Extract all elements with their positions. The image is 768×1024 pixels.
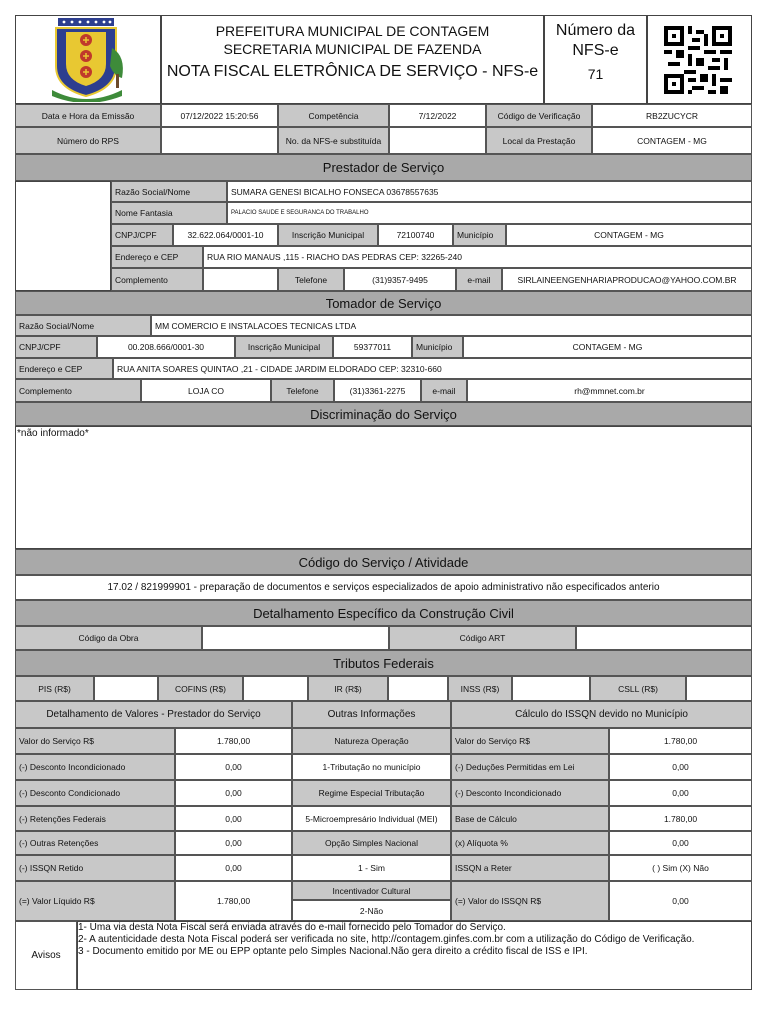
nfse-number-label-2: NFS-e [572, 42, 619, 59]
right-row-5-value: ( ) Sim (X) Não [609, 855, 752, 881]
right-row-4-label: (x) Alíquota % [451, 831, 609, 855]
middle-row-2: Regime Especial Tributação [292, 780, 451, 806]
right-row-6-value: 0,00 [609, 881, 752, 921]
prestador-im-value: 72100740 [378, 224, 453, 246]
header-line-2: SECRETARIA MUNICIPAL DE FAZENDA [223, 41, 482, 57]
tomador-section-title: Tomador de Serviço [15, 291, 752, 315]
right-row-1-label: (-) Deduções Permitidas em Lei [451, 754, 609, 780]
left-row-5-label: (-) ISSQN Retido [15, 855, 175, 881]
left-row-0-value: 1.780,00 [175, 728, 292, 754]
left-row-3-label: (-) Retenções Federais [15, 806, 175, 831]
header-line-1: PREFEITURA MUNICIPAL DE CONTAGEM [215, 23, 490, 39]
tomador-email-label: e-mail [421, 379, 467, 402]
inss-label: INSS (R$) [448, 676, 512, 701]
tomador-cnpj-label: CNPJ/CPF [15, 336, 97, 358]
emissao-label: Data e Hora da Emissão [15, 104, 161, 127]
prestador-email-label: e-mail [456, 268, 502, 291]
tomador-im-label: Inscrição Municipal [235, 336, 333, 358]
substituida-label: No. da NFS-e substituída [278, 127, 389, 154]
prestador-fantasia-label: Nome Fantasia [111, 202, 227, 224]
right-row-5-label: ISSQN a Reter [451, 855, 609, 881]
prestador-razao-value: SUMARA GENESI BICALHO FONSECA 03678557635 [227, 181, 752, 202]
prestador-razao-label: Razão Social/Nome [111, 181, 227, 202]
right-row-2-value: 0,00 [609, 780, 752, 806]
pis-label: PIS (R$) [15, 676, 94, 701]
tomador-municipio-value: CONTAGEM - MG [463, 336, 752, 358]
tomador-complemento-label: Complemento [15, 379, 141, 402]
prestador-section-title: Prestador de Serviço [15, 154, 752, 181]
competencia-label: Competência [278, 104, 389, 127]
rps-label: Número do RPS [15, 127, 161, 154]
discriminacao-box [15, 426, 752, 549]
left-row-1-value: 0,00 [175, 754, 292, 780]
obra-label: Código da Obra [15, 626, 202, 650]
prestador-complemento-label: Complemento [111, 268, 203, 291]
left-row-4-label: (-) Outras Retenções [15, 831, 175, 855]
middle-row-0: Natureza Operação [292, 728, 451, 754]
tomador-municipio-label: Município [412, 336, 463, 358]
left-row-2-label: (-) Desconto Condicionado [15, 780, 175, 806]
cofins-label: COFINS (R$) [158, 676, 243, 701]
verificacao-label: Código de Verificação [486, 104, 592, 127]
left-row-5-value: 0,00 [175, 855, 292, 881]
local-label: Local da Prestação [486, 127, 592, 154]
obra-value [202, 626, 389, 650]
tomador-complemento-value: LOJA CO [141, 379, 271, 402]
middle-row-5: 1 - Sim [292, 855, 451, 881]
tomador-razao-value: MM COMERCIO E INSTALACOES TECNICAS LTDA [151, 315, 752, 336]
right-row-3-value: 1.780,00 [609, 806, 752, 831]
prestador-cnpj-value: 32.622.064/0001-10 [173, 224, 278, 246]
left-row-0-label: Valor do Serviço R$ [15, 728, 175, 754]
prestador-im-label: Inscrição Municipal [278, 224, 378, 246]
tomador-razao-label: Razão Social/Nome [15, 315, 151, 336]
right-row-2-label: (-) Desconto Incondicionado [451, 780, 609, 806]
prestador-cnpj-label: CNPJ/CPF [111, 224, 173, 246]
ir-label: IR (R$) [308, 676, 388, 701]
tributos-section-title: Tributos Federais [15, 650, 752, 676]
header-line-3: NOTA FISCAL ELETRÔNICA DE SERVIÇO - NFS-e [166, 63, 539, 80]
qr-code-icon [664, 26, 732, 94]
prestador-logo-area [15, 181, 111, 291]
left-row-1-label: (-) Desconto Incondicionado [15, 754, 175, 780]
left-row-2-value: 0,00 [175, 780, 292, 806]
middle-row-3: 5-Microempresário Individual (MEI) [292, 806, 451, 831]
prestador-fantasia-value: PALACIO SAUDE E SEGURANCA DO TRABALHO [227, 202, 752, 224]
substituida-value [389, 127, 486, 154]
pis-value [94, 676, 158, 701]
prestador-telefone-label: Telefone [278, 268, 344, 291]
prestador-municipio-label: Município [453, 224, 506, 246]
left-row-4-value: 0,00 [175, 831, 292, 855]
left-row-6-label: (=) Valor Líquido R$ [15, 881, 175, 921]
middle-row-1: 1-Tributação no município [292, 754, 451, 780]
right-row-0-value: 1.780,00 [609, 728, 752, 754]
left-row-3-value: 0,00 [175, 806, 292, 831]
prestador-endereco-value: RUA RIO MANAUS ,115 - RIACHO DAS PEDRAS CEP: 32265-240 [203, 246, 752, 268]
prestador-complemento-value [203, 268, 278, 291]
prestador-email-value: SIRLAINEENGENHARIAPRODUCAO@YAHOO.COM.BR [502, 268, 752, 291]
nfse-number-value: 71 [587, 66, 604, 82]
coat-of-arms-icon [52, 18, 128, 102]
construcao-section-title: Detalhamento Específico da Construção Civil [15, 600, 752, 626]
valores-col3-title: Cálculo do ISSQN devido no Município [451, 701, 752, 728]
rps-value [161, 127, 278, 154]
aviso-line-3: 3 - Documento emitido por ME ou EPP optante pelo Simples Nacional.Não gera direito a crédito fiscal de ISS e IPI. [78, 946, 588, 957]
tomador-endereco-value: RUA ANITA SOARES QUINTAO ,21 - CIDADE JARDIM ELDORADO CEP: 32310-660 [113, 358, 752, 379]
codigo-servico-text: 17.02 / 821999901 - preparação de documentos e serviços especializados de apoio administrativo não especificados anterio [15, 575, 752, 600]
discriminacao-text: *não informado* [17, 428, 89, 439]
prestador-telefone-value: (31)9357-9495 [344, 268, 456, 291]
emissao-value: 07/12/2022 15:20:56 [161, 104, 278, 127]
nfse-number-label-1: Número da [555, 22, 636, 39]
csll-label: CSLL (R$) [590, 676, 686, 701]
inss-value [512, 676, 590, 701]
codigo-servico-section-title: Código do Serviço / Atividade [15, 549, 752, 575]
art-label: Código ART [389, 626, 576, 650]
tomador-im-value: 59377011 [333, 336, 412, 358]
tomador-telefone-label: Telefone [271, 379, 334, 402]
cofins-value [243, 676, 308, 701]
tomador-cnpj-value: 00.208.666/0001-30 [97, 336, 235, 358]
tomador-endereco-label: Endereço e CEP [15, 358, 113, 379]
middle-row-6: Incentivador Cultural [292, 881, 451, 900]
right-row-3-label: Base de Cálculo [451, 806, 609, 831]
discriminacao-section-title: Discriminação do Serviço [15, 402, 752, 426]
ir-value [388, 676, 448, 701]
right-row-6-label: (=) Valor do ISSQN R$ [451, 881, 609, 921]
right-row-4-value: 0,00 [609, 831, 752, 855]
csll-value [686, 676, 752, 701]
local-value: CONTAGEM - MG [592, 127, 752, 154]
left-row-6-value: 1.780,00 [175, 881, 292, 921]
aviso-line-2: 2- A autenticidade desta Nota Fiscal poderá ser verificada no site, http://contagem.ginfes.com.br com a utilização do Código de Verificação. [78, 934, 695, 945]
right-row-0-label: Valor do Serviço R$ [451, 728, 609, 754]
valores-col1-title: Detalhamento de Valores - Prestador do Serviço [15, 701, 292, 728]
aviso-line-1: 1- Uma via desta Nota Fiscal será enviada através do e-mail fornecido pelo Tomador do Serviço. [78, 922, 506, 933]
tomador-telefone-value: (31)3361-2275 [334, 379, 421, 402]
right-row-1-value: 0,00 [609, 754, 752, 780]
avisos-label: Avisos [15, 921, 77, 990]
art-value [576, 626, 752, 650]
tomador-email-value: rh@mmnet.com.br [467, 379, 752, 402]
valores-col2-title: Outras Informações [292, 701, 451, 728]
competencia-value: 7/12/2022 [389, 104, 486, 127]
prestador-endereco-label: Endereço e CEP [111, 246, 203, 268]
middle-row-4: Opção Simples Nacional [292, 831, 451, 855]
prestador-municipio-value: CONTAGEM - MG [506, 224, 752, 246]
verificacao-value: RB2ZUCYCR [592, 104, 752, 127]
middle-row-7: 2-Não [292, 900, 451, 921]
